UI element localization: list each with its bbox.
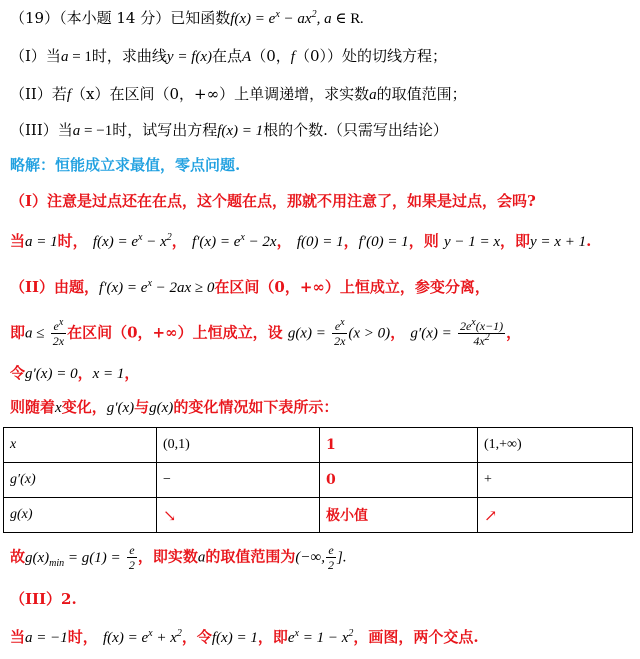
table-cell: 1 xyxy=(320,428,478,463)
table-cell: 极小值 xyxy=(320,498,478,533)
function-definition: $f(x) = e^x - ax^2$, a ∈ R. xyxy=(230,9,364,27)
table-cell: g′(x) xyxy=(4,463,157,498)
solution-table-intro: 则随着x变化，g′(x)与g(x)的变化情况如下表所示： xyxy=(10,398,339,416)
problem-part-2: （II）若f（x）在区间（0，+∞）上单调递增，求实数a的取值范围； xyxy=(10,85,467,103)
table-row xyxy=(4,463,633,498)
fraction-range-e-over-2: $\frac{e}{2}$ xyxy=(327,543,334,572)
table-cell: (0,1) xyxy=(157,428,320,463)
table-cell: + xyxy=(478,463,633,498)
table-cell: x xyxy=(4,428,157,463)
problem-part-3: （III）当a = −1时，试写出方程f(x) = 1根的个数.（只需写出结论） xyxy=(10,121,448,139)
fraction-g-prime: $\frac{2e^x(x-1)}{4x^2}$ xyxy=(459,317,504,348)
fraction-g: $\frac{e^x}{2x}$ xyxy=(334,317,346,348)
solution-critical-point: 令g′(x) = 0，x = 1， xyxy=(10,364,140,382)
fraction-e-over-2: $\frac{e}{2}$ xyxy=(128,543,135,572)
problem-line-1 xyxy=(10,8,364,29)
table-cell: (1,+∞) xyxy=(478,428,633,463)
solution-part-1: 当a = 1时， $f(x) = e^x - x^2$， $f'(x) = e^x - 2x$， f(0) = 1，f′(0) = 1，则 y − 1 = x，即y = x + 1. xyxy=(10,232,592,250)
conclusion-part-3: 当a = −1时， $f(x) = e^x + x^2$，令f(x) = 1，即$e^x = 1 - x^2$，画图，两个交点. xyxy=(10,628,479,646)
problem-number: （19） xyxy=(10,9,60,27)
problem-part-1: （I）当a = 1时，求曲线y = f(x)在点A（0，f（0））处的切线方程； xyxy=(10,47,447,65)
decreasing-arrow-icon: ↘ xyxy=(157,498,320,533)
conclusion-range: 故$g(x)_{min} = g(1)$ = $\frac{e}{2}$ ，即实数a的取值范围为(−∞, $\frac{e}{2}$ ]. xyxy=(10,543,347,572)
table-cell: g(x) xyxy=(4,498,157,533)
increasing-arrow-icon: ↗ xyxy=(478,498,633,533)
solution-outline: 略解：恒能成立求最值，零点问题. xyxy=(10,156,241,174)
table-row xyxy=(4,428,633,463)
table-cell: − xyxy=(157,463,320,498)
table-cell: 0 xyxy=(320,463,478,498)
conclusion-part-3-answer: （III）2. xyxy=(10,590,77,608)
fraction-ex-over-2x: $\frac{e^x}{2x}$ xyxy=(52,317,65,348)
solution-separation: 即a ≤ $\frac{e^x}{2x}$ 在区间（0，+∞）上恒成立，设 g(x) = $\frac{e^x}{2x}$ (x > 0)， g′(x) = $\frac{2e^x(x-1)}{4x^2}$ ， xyxy=(10,317,522,348)
solution-part-1-heading: （I）注意是过点还在在点，这个题在点，那就不用注意了，如果是过点，会吗? xyxy=(10,192,536,210)
problem-score: （本小题 14 分） xyxy=(59,9,171,27)
solution-part-2-heading: （II）由题，$f'(x) = e^x - 2ax \ge 0$在区间（0，+∞）上恒成立，参变分离， xyxy=(10,278,490,296)
problem-intro: 已知函数 xyxy=(170,9,231,27)
variation-table xyxy=(3,427,633,533)
table-row xyxy=(4,498,633,533)
